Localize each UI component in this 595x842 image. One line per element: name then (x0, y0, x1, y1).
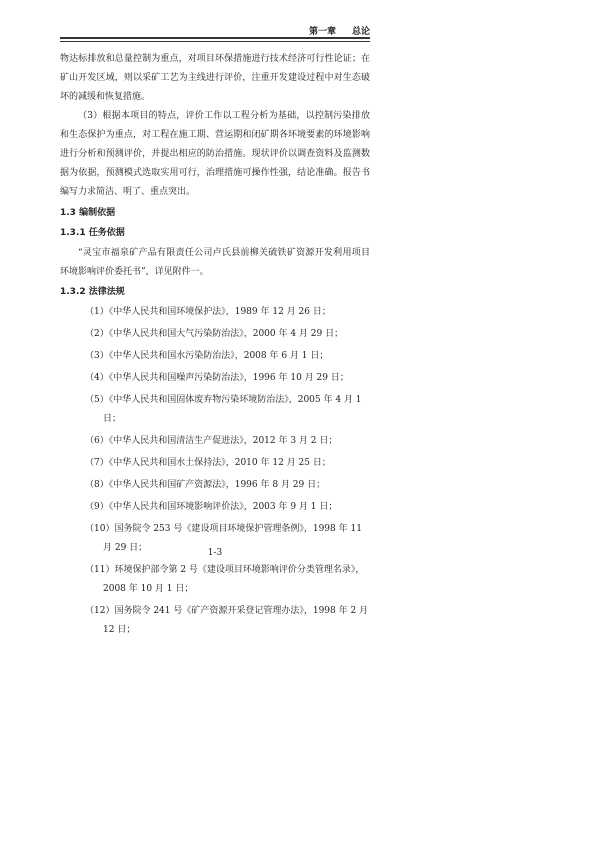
law-item: （9）《中华人民共和国环境影响评价法》，2003 年 9 月 1 日； (85, 502, 338, 512)
law-item: （7）《中华人民共和国水土保持法》，2010 年 12 月 25 日； (85, 458, 331, 468)
law-item: （5）《中华人民共和国固体废弃物污染环境防治法》，2005 年 4 月 1 日； (85, 395, 362, 424)
header-title: 总论 (351, 27, 370, 37)
header-chapter: 第一章 (308, 27, 336, 37)
law-item: （4）《中华人民共和国噪声污染防治法》，1996 年 10 月 29 日； (85, 373, 349, 383)
law-list (60, 303, 370, 640)
paragraph-1: 物达标排放和总量控制为重点，对项目环保措施进行技术经济可行性论证；在矿山开发区域，则以采矿工艺为主线进行评价，注重开发建设过程中对生态破坏的减缓和恢复措施。 (60, 54, 370, 102)
law-item: （2）《中华人民共和国大气污染防治法》，2000 年 4 月 29 日； (85, 329, 344, 339)
running-header (60, 24, 370, 37)
paragraph-2: （3）根据本项目的特点，评价工作以工程分析为基础，以控制污染排放和生态保护为重点，对工程在施工期、营运期和闭矿期各环境要素的环境影响进行分析和预测评价，并提出相应的防治措施。现状评价以调查资料及监测数据为依据，预测模式选取实用可行，治理措施可操作性强，结论准确。报告书编写力求简洁、明了、重点突出。 (60, 111, 370, 197)
page-number: 1-3 (207, 548, 223, 558)
task-basis-paragraph: “灵宝市福泉矿产品有限责任公司卢氏县前柳关硫铁矿资源开发利用项目环境影响评价委托书”，详见附件一。 (60, 248, 370, 277)
law-item: （1）《中华人民共和国环境保护法》，1989 年 12 月 26 日； (85, 307, 331, 317)
section-heading-1-3-1: 1.3.1 任务依据 (60, 228, 125, 238)
law-item: （3）《中华人民共和国水污染防治法》，2008 年 6 月 1 日； (85, 351, 329, 361)
law-item: （6）《中华人民共和国清洁生产促进法》，2012 年 3 月 2 日； (85, 436, 338, 446)
law-item: （11）环境保护部令第 2 号《建设项目环境影响评价分类管理名录》，2008 年 10 月 1 日； (85, 565, 365, 594)
section-heading-1-3-2: 1.3.2 法律法规 (60, 287, 125, 297)
law-item: （12）国务院令 241 号《矿产资源开采登记管理办法》，1998 年 2 月 12 日； (85, 606, 369, 635)
header-rule-thick (60, 37, 370, 39)
section-heading-1-3: 1.3 编制依据 (60, 208, 116, 218)
law-item: （8）《中华人民共和国矿产资源法》，1996 年 8 月 29 日； (85, 480, 326, 490)
law-item: （10）国务院令 253 号《建设项目环境保护管理条例》，1998 年 11 月 29 日； (85, 524, 362, 553)
header-rule-thin (60, 41, 370, 42)
